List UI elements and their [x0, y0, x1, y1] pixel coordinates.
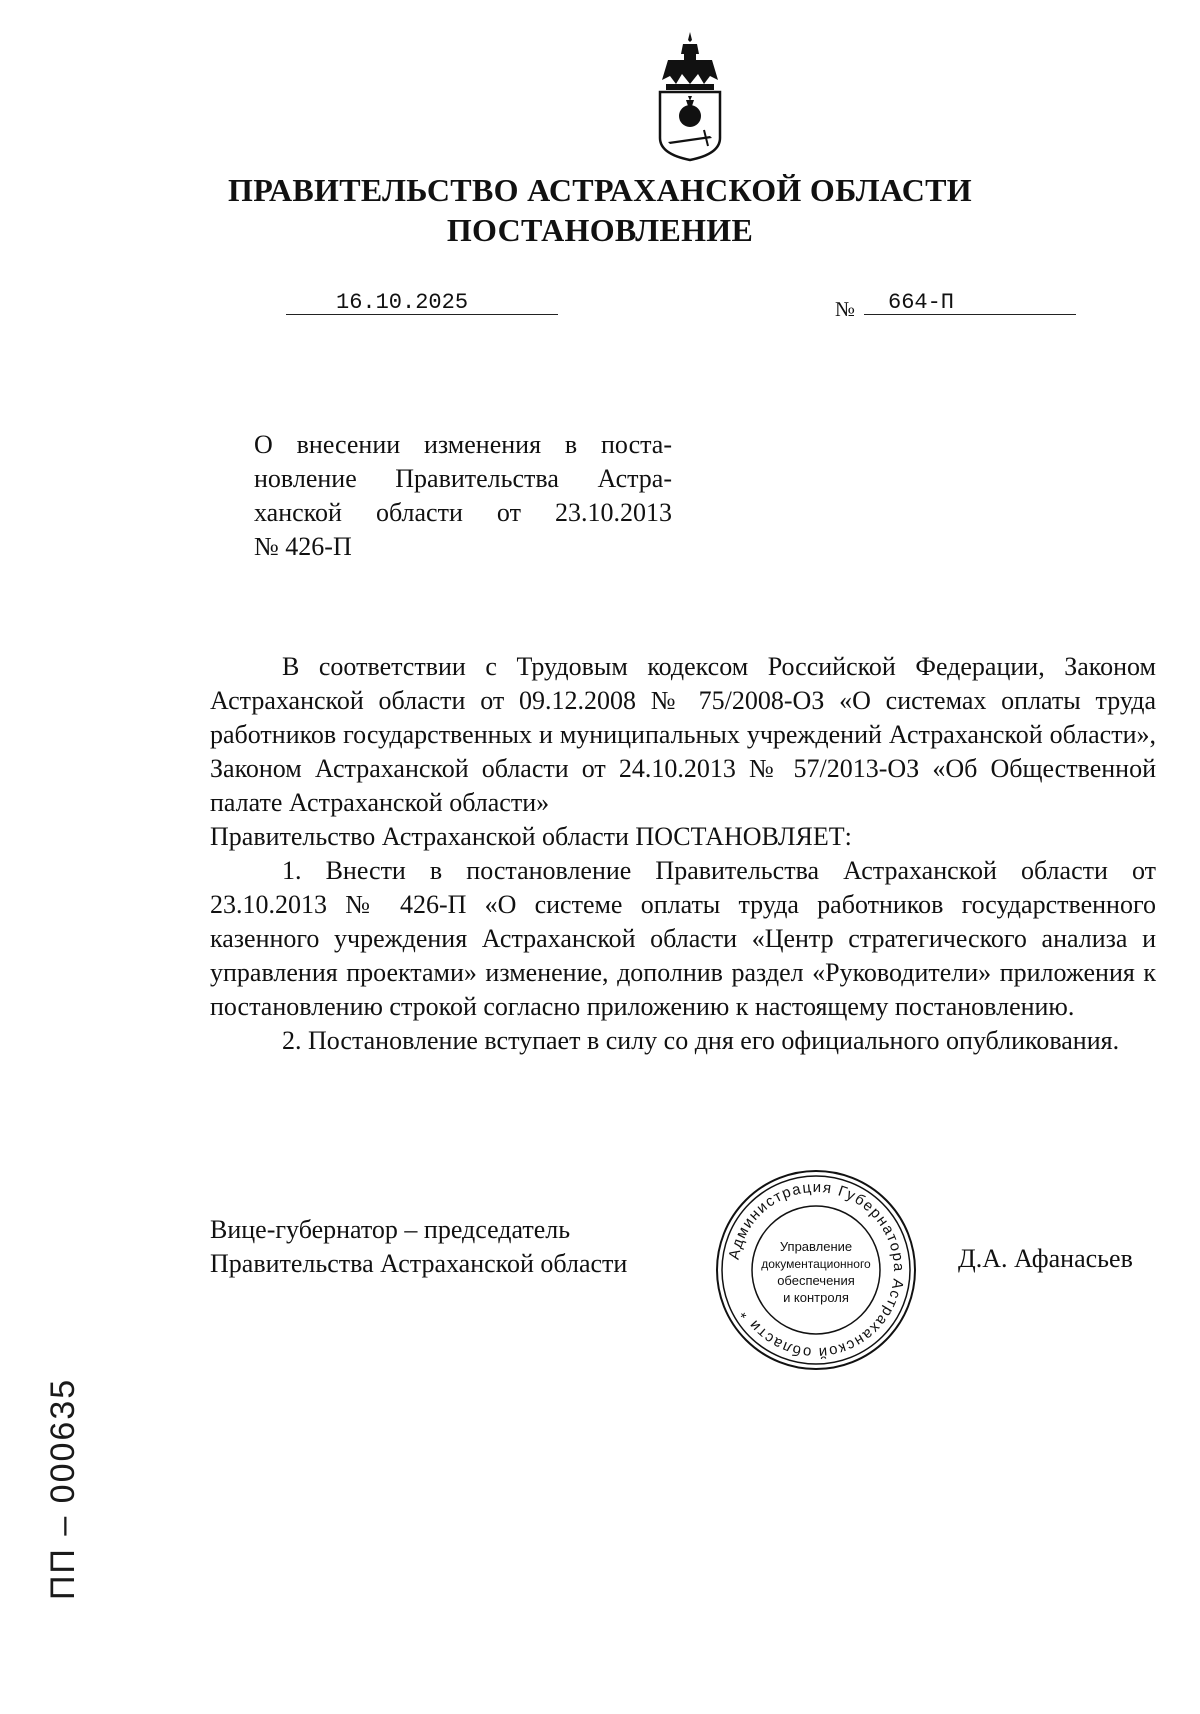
signatory-position-line: Правительства Астраханской области: [210, 1249, 628, 1278]
document-date: 16.10.2025: [336, 290, 469, 315]
signatory-name: Д.А. Афанасьев: [958, 1244, 1133, 1273]
subject-line: ханской области от 23.10.2013: [254, 498, 672, 527]
signatory-position: [210, 1213, 627, 1281]
subject-line: № 426-П: [254, 532, 352, 561]
stamp-center-line: обеспечения: [777, 1273, 855, 1288]
signatory-position-line: Вице-губернатор – председатель: [210, 1215, 571, 1244]
registration-code: ПП – 000635: [44, 1377, 82, 1600]
stamp-center-line: Управление: [779, 1239, 853, 1254]
stamp-ring-text: Администрация Губернатора Астраханской области *: [725, 1178, 908, 1362]
item-2-paragraph: 2. Постановление вступает в силу со дня его официального опубликования.: [282, 1026, 1120, 1055]
document-number: 664-П: [888, 290, 955, 315]
subject-line: новление Правительства Астра-: [254, 464, 672, 493]
government-title: ПРАВИТЕЛЬСТВО АСТРАХАНСКОЙ ОБЛАСТИ: [228, 172, 972, 208]
preamble-paragraph: В соответствии с Трудовым кодексом Российской Федерации, Законом Астраханской области от 09.12.2008 № 75/2008-ОЗ «О системах оплаты труда работников государственных и муниципальных учреждений Астраханской области», Законом Астраханской области от 24.10.2013 № 57/2013-ОЗ «Об Общественной палате Астраханской области»: [210, 652, 1156, 817]
stamp-center-line: и контроля: [783, 1290, 849, 1305]
official-stamp: [714, 1168, 918, 1372]
subject-line: О внесении изменения в поста-: [254, 430, 672, 459]
number-sign: №: [835, 297, 856, 321]
item-1-paragraph: 1. Внести в постановление Правительства Астраханской области от 23.10.2013 № 426-П «О системе оплаты труда работников государственного казенного учреждения Астраханской области «Центр стратегического анализа и управления проектами» изменение, дополнив раздел «Руководители» приложения к постановлению строкой согласно приложению к настоящему постановлению.: [210, 856, 1156, 1021]
document-body: [210, 650, 1156, 1058]
stamp-center-line: документационного: [761, 1257, 871, 1271]
document-type-title: ПОСТАНОВЛЕНИЕ: [446, 212, 754, 248]
coat-of-arms-emblem: [652, 30, 728, 162]
resolves-paragraph: Правительство Астраханской области ПОСТАНОВЛЯЕТ:: [210, 822, 852, 851]
document-subject: [254, 428, 672, 564]
